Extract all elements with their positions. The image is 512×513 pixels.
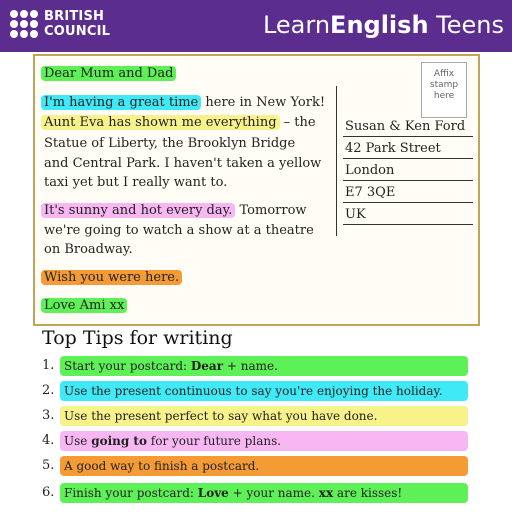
tip-number: 4. bbox=[42, 433, 55, 448]
tip-text: for your future plans. bbox=[146, 434, 282, 448]
closing: Wish you were here. bbox=[41, 268, 182, 287]
tip-text: Start your postcard: bbox=[64, 359, 191, 373]
brand-name: BRITISH COUNCIL bbox=[44, 9, 111, 39]
stamp-box: Affix stamp here bbox=[421, 62, 467, 118]
body-line-7: we're going to watch a show at a theatre bbox=[44, 223, 314, 238]
tip-number: 3. bbox=[42, 408, 55, 423]
tip-number: 1. bbox=[42, 358, 55, 373]
address-line-5: UK bbox=[343, 206, 473, 225]
tip-item bbox=[60, 356, 468, 376]
tip-text: are kisses! bbox=[333, 486, 403, 500]
tip-text: Use bbox=[64, 434, 92, 448]
tip-number: 6. bbox=[42, 485, 55, 500]
tip-keyword: xx bbox=[318, 486, 334, 500]
site-header bbox=[0, 0, 512, 52]
tip-item bbox=[60, 431, 468, 451]
tip-keyword: Dear bbox=[190, 359, 224, 373]
body-line-5: taxi yet but I really want to. bbox=[44, 175, 228, 190]
tip-text: + name. bbox=[223, 359, 278, 373]
tip-number: 5. bbox=[42, 458, 55, 473]
body-line-3: Statue of Liberty, the Brooklyn Bridge bbox=[44, 136, 296, 151]
greeting: Dear Mum and Dad bbox=[41, 64, 176, 83]
tip-item bbox=[60, 456, 468, 476]
address-line-2: 42 Park Street bbox=[343, 140, 473, 159]
body-line-4: and Central Park. I haven't taken a yellow bbox=[44, 156, 322, 171]
tip-item bbox=[60, 381, 468, 401]
address-line-1: Susan & Ken Ford bbox=[343, 118, 473, 137]
tip-text: A good way to finish a postcard. bbox=[64, 459, 260, 473]
tip-text: Use the present perfect to say what you have done. bbox=[64, 409, 378, 423]
body-line-1: I'm having a great time here in New York! bbox=[41, 93, 325, 112]
tip-keyword: Love bbox=[197, 486, 229, 500]
postcard-divider bbox=[336, 86, 337, 236]
address-line-3: London bbox=[343, 162, 473, 181]
tip-item bbox=[60, 406, 468, 426]
tips-title: Top Tips for writing bbox=[42, 327, 233, 349]
tip-text: Finish your postcard: bbox=[64, 486, 198, 500]
body-line-2: Aunt Eva has shown me everything – the bbox=[41, 113, 316, 132]
postcard bbox=[33, 54, 480, 326]
site-name: LearnEnglish Teens bbox=[262, 11, 504, 39]
tip-number: 2. bbox=[42, 383, 55, 398]
signoff: Love Ami xx bbox=[41, 296, 127, 315]
tip-item bbox=[60, 483, 468, 503]
tip-text: Use the present continuous to say you're enjoying the holiday. bbox=[64, 384, 443, 398]
body-line-6: It's sunny and hot every day. Tomorrow bbox=[41, 201, 307, 220]
british-council-logo-icon bbox=[10, 10, 38, 38]
tip-text: + your name. bbox=[228, 486, 319, 500]
body-line-8: on Broadway. bbox=[44, 242, 133, 257]
address-line-4: E7 3QE bbox=[343, 184, 473, 203]
tip-keyword: going to bbox=[91, 434, 147, 448]
